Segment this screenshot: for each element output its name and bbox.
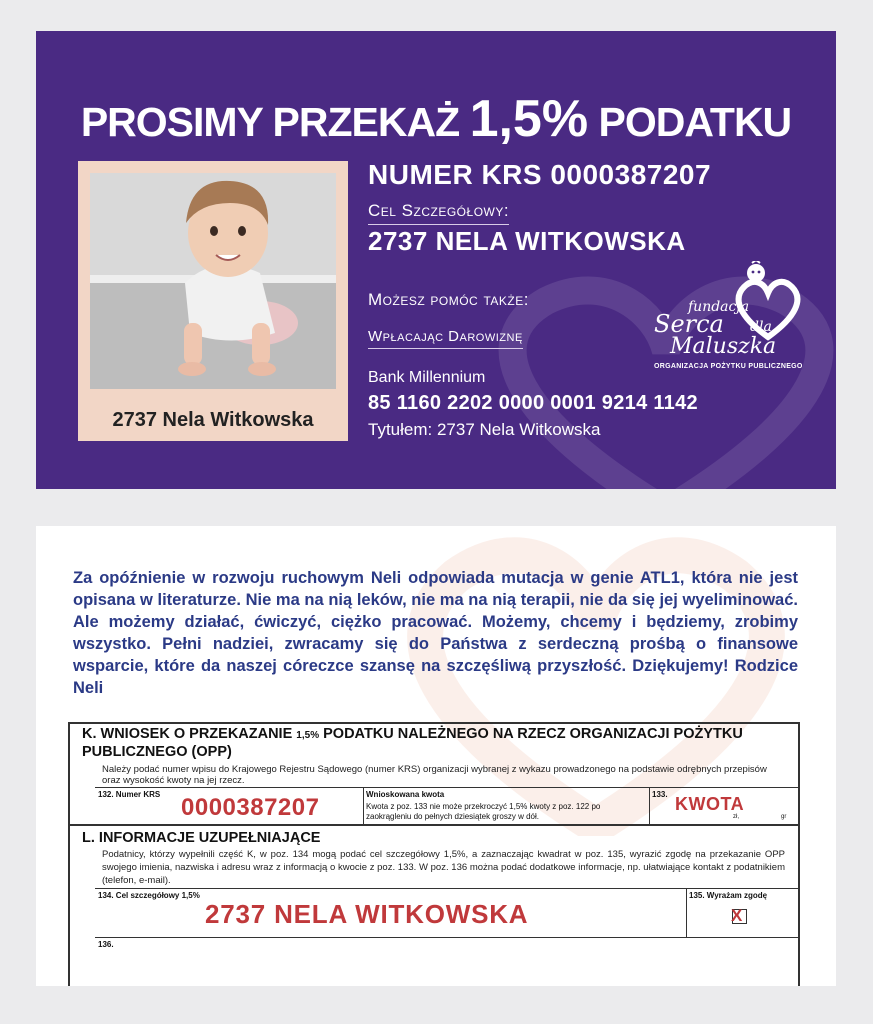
section-k-title-b: PODATKU NALEŻNEGO NA RZECZ ORGANIZACJI POŻYTKU PUBLICZNEGO (OPP)	[82, 726, 743, 760]
field-136-label: 136.	[98, 940, 114, 949]
appeal-banner-card	[36, 31, 836, 489]
section-l-fields	[95, 888, 798, 938]
parents-appeal-text: Za opóźnienie w rozwoju ruchowym Neli odpowiada mutacja w genie ATL1, która nie jest opisana w literaturze. Nie ma na nią leków, nie ma na nią terapii, nie da się jej wyeliminować. Ale możemy działać, ćwiczyć, ciężko pracować. Możemy, chcemy i będziemy, zrobimy wszystko. Pełni nadziei, zwracamy się do Państwa z serdeczną prośbą o finansowe wsparcie, które da naszej córeczce szansę na szczęśliwą przyszłość. Dziękujemy! Rodzice Neli	[73, 569, 798, 697]
photo-caption: 2737 Nela Witkowska	[112, 409, 314, 431]
section-k-title-a: K. WNIOSEK O PRZEKAZANIE	[82, 726, 297, 742]
bank-name: Bank Millennium	[368, 369, 486, 386]
krs-number: NUMER KRS 0000387207	[368, 159, 712, 190]
transfer-title: Tytułem: 2737 Nela Witkowska	[368, 420, 601, 439]
section-k-fields	[95, 787, 798, 824]
section-l-instructions: Podatnicy, którzy wypełnili część K, w poz. 134 mogą podać cel szczegółowy 1,5%, a zaznaczając kwadrat w poz. 135, wyrazić zgodę na przekazanie OPP swojego imienia, nazwiska i adresu wraz z informacją o kwocie z poz. 133. W poz. 136 można podać dodatkowe informacje, np. ułatwiające kontakt z podatnikiem (telefon, e-mail).	[102, 849, 785, 886]
requested-amount-info	[363, 788, 650, 824]
field-133-label: 133.	[652, 790, 668, 799]
foundation-logo	[648, 261, 828, 376]
pit-form-excerpt	[68, 722, 800, 986]
help-also-label: Możesz pomóc także:	[368, 290, 529, 309]
logo-text-fundacja: fundacja	[688, 299, 750, 315]
field-133-amount[interactable]	[649, 788, 798, 824]
requested-amount-note: Kwota z poz. 133 nie może przekroczyć 1,5% kwoty z poz. 122 po zaokrągleniu do pełnych dziesiątek groszy w dół.	[366, 802, 601, 821]
logo-text-maluszka: Maluszka	[670, 334, 777, 359]
child-photo-illustration	[90, 173, 336, 389]
section-k-title-percent: 1,5%	[296, 730, 320, 741]
headline-post: PODATKU	[588, 99, 792, 145]
field-134-cel[interactable]	[95, 889, 687, 937]
child-photo	[90, 173, 336, 389]
donate-label: Wpłacając Darowiznę	[368, 328, 523, 349]
section-l-title: L. INFORMACJE UZUPEŁNIAJĄCE	[82, 830, 321, 846]
field-132-value: 0000387207	[181, 794, 320, 821]
section-k-title	[82, 726, 782, 761]
section-k-instructions: Należy podać numer wpisu do Krajowego Rejestru Sądowego (numer KRS) organizacji wybranej z wykazu prowadzonego na podstawie odrębnych przepisów oraz wysokość kwoty na jej rzecz.	[102, 764, 767, 786]
unit-zl: zł,	[733, 814, 739, 820]
field-134-label: 134. Cel szczegółowy 1,5%	[98, 891, 200, 900]
field-135-consent[interactable]	[686, 889, 798, 937]
tax-form-card	[36, 526, 836, 986]
headline	[36, 89, 836, 149]
field-136-additional-info[interactable]	[95, 936, 798, 986]
logo-text-dla: dla	[750, 319, 772, 335]
bank-account-number: 85 1160 2202 0000 0001 9214 1142	[368, 392, 698, 414]
section-l	[70, 824, 798, 949]
field-135-label: 135. Wyrażam zgodę	[689, 891, 768, 900]
unit-gr: gr	[781, 814, 787, 820]
headline-pre: PROSIMY PRZEKAŻ	[80, 99, 470, 145]
headline-percent: 1,5%	[469, 90, 589, 148]
field-133-value: KWOTA	[675, 794, 745, 814]
child-photo-frame	[78, 161, 348, 441]
consent-check-mark: X	[731, 906, 743, 925]
requested-amount-label: Wnioskowana kwota	[366, 790, 445, 799]
field-132-krs[interactable]	[95, 788, 364, 824]
field-134-value: 2737 NELA WITKOWSKA	[205, 899, 529, 929]
logo-text-opp: ORGANIZACJA POŻYTKU PUBLICZNEGO	[654, 363, 803, 370]
field-132-label: 132. Numer KRS	[98, 790, 161, 799]
logo-text-serca: Serca	[654, 310, 724, 338]
consent-checkbox[interactable]	[731, 906, 747, 925]
cel-szczegolowy-value: 2737 NELA WITKOWSKA	[368, 226, 686, 256]
cel-szczegolowy-label: Cel Szczegółowy:	[368, 201, 509, 225]
